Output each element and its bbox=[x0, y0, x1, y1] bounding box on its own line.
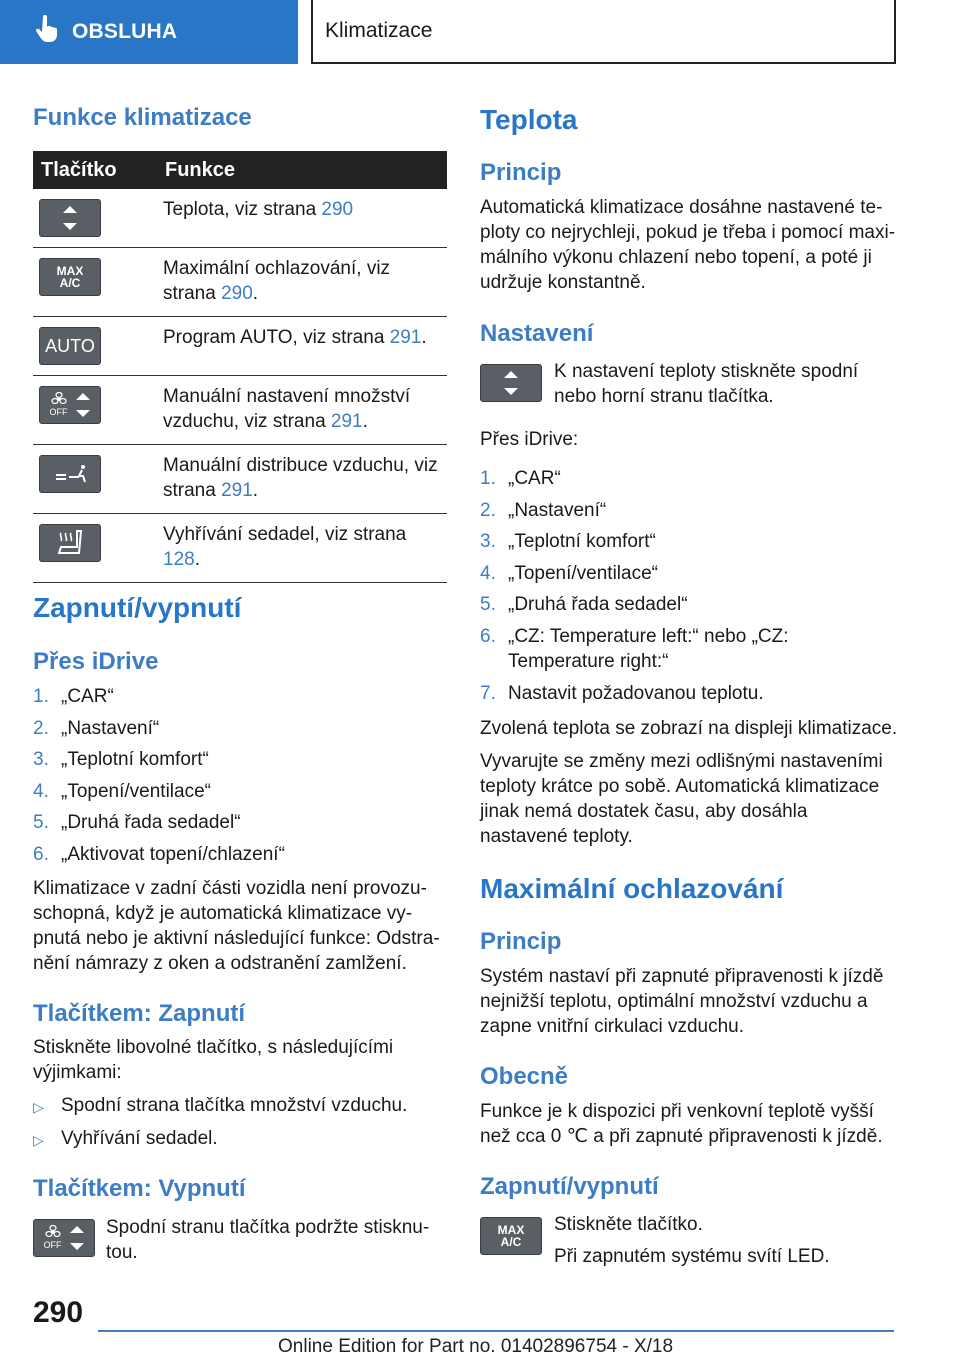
button-on-heading: Tlačítkem: Zapnutí bbox=[33, 1000, 246, 1027]
edition-text: Online Edition for Part no. 01402896754 - X/18 bbox=[278, 1336, 674, 1357]
list-item: 5. „Druhá řada sedadel“ bbox=[33, 812, 241, 834]
nastaveni-text: K nastavení teploty stiskněte spodní nebo horní stranu tlačítka. bbox=[554, 361, 859, 407]
onoff2-heading: Zapnutí/vypnutí bbox=[480, 1173, 659, 1200]
page-ref-link[interactable]: 290 bbox=[321, 199, 354, 220]
table-cell-function: Manuální distribuce vzduchu, viz strana 291. bbox=[157, 445, 447, 514]
idrive-note: Klimatizace v zadní části vozidla není provozuschopná, když je automatická klimatizace vypnutá nebo je aktivní následující funkce: Odstranění námrazy z oken a odstranění zamlžení. bbox=[33, 878, 440, 974]
idrive-heading: Přes iDrive bbox=[33, 648, 159, 675]
table-row bbox=[33, 248, 447, 317]
table-row bbox=[33, 189, 447, 248]
table-header-function: Funkce bbox=[157, 151, 447, 189]
pres-idrive-label: Přes iDrive: bbox=[480, 429, 579, 450]
onoff-heading: Zapnutí/vypnutí bbox=[33, 592, 242, 623]
footer-divider bbox=[98, 1330, 894, 1332]
list-item: 7. Nastavit požadovanou teplotu. bbox=[480, 682, 764, 704]
princip-heading: Princip bbox=[480, 159, 562, 186]
list-item: 4. „Topení/ventilace“ bbox=[33, 780, 211, 802]
fan-off-button-icon: OFF bbox=[39, 386, 101, 424]
list-item: 3. „Teplotní komfort“ bbox=[33, 749, 209, 771]
display-text: Zvolená teplota se zobrazí na displeji klimatizace. bbox=[480, 718, 898, 739]
chapter-header bbox=[311, 0, 896, 64]
princip2-text: Systém nastaví při zapnuté připravenosti k jízdě nejnižší teplotu, optimální množství vzduchu a zapne vnitřní cirkulaci vzduchu. bbox=[480, 966, 884, 1037]
temp-arrows-button-icon bbox=[480, 364, 542, 402]
page-ref-link[interactable]: 291 bbox=[330, 411, 363, 432]
table-row bbox=[33, 514, 447, 583]
list-item: 2. „Nastavení“ bbox=[33, 717, 160, 739]
table-header-row bbox=[33, 151, 447, 189]
list-item: ▷ Spodní strana tlačítka množství vzduchu. bbox=[33, 1093, 447, 1120]
max-ac-button-icon: MAX A/C bbox=[480, 1217, 542, 1255]
section-tab[interactable] bbox=[0, 0, 298, 64]
button-on-text: Stiskněte libovolné tlačítko, s následujícími výjimkami: bbox=[33, 1037, 394, 1083]
page-ref-link[interactable]: 128 bbox=[163, 549, 195, 570]
table-cell-function: Manuální nastavení množství vzduchu, viz strana 291. bbox=[157, 376, 447, 445]
onoff2-text1: Stiskněte tlačítko. bbox=[554, 1214, 703, 1235]
warning-text: Vyvarujte se změny mezi odlišnými nastaveními teploty krátce po sobě. Automatická klimatizace jinak nemá dostatek času, aby dosáhla nastavené teploty. bbox=[480, 751, 883, 847]
list-item: 5. „Druhá řada sedadel“ bbox=[480, 594, 688, 616]
nastaveni-heading: Nastavení bbox=[480, 320, 594, 347]
page-number: 290 bbox=[33, 1296, 84, 1329]
princip-text: Automatická klimatizace dosáhne nastavené teploty co nejrychleji, pokud je třeba i pomocí maximálního výkonu chlazení nebo topení, a poté ji udržuje konstantně. bbox=[480, 197, 896, 293]
table-row bbox=[33, 317, 447, 376]
seat-heating-button-icon bbox=[39, 524, 101, 562]
list-item: 2. „Nastavení“ bbox=[480, 499, 607, 521]
exceptions-list bbox=[33, 1093, 447, 1159]
temp-arrows-button-icon bbox=[39, 199, 101, 237]
hand-pointer-icon bbox=[36, 15, 58, 49]
obecne-heading: Obecně bbox=[480, 1063, 569, 1090]
table-cell-function: Program AUTO, viz strana 291. bbox=[157, 317, 447, 376]
table-row bbox=[33, 445, 447, 514]
list-item: 1. „CAR“ bbox=[480, 468, 561, 489]
onoff2-text2: Při zapnutém systému svítí LED. bbox=[554, 1246, 830, 1267]
button-off-heading: Tlačítkem: Vypnutí bbox=[33, 1175, 246, 1202]
list-item: 6. „Aktivovat topení/chlazení“ bbox=[33, 843, 285, 865]
table-header-button: Tlačítko bbox=[33, 151, 157, 189]
function-table bbox=[33, 151, 447, 583]
temperature-steps-list bbox=[480, 466, 898, 712]
section-title: OBSLUHA bbox=[72, 20, 178, 43]
button-off-text: Spodní stranu tlačítka podržte stisknutou. bbox=[106, 1217, 430, 1263]
obecne-text: Funkce je k dispozici při venkovní teplotě vyšší než cca 0 ℃ a při zapnuté připravenosti k jízdě. bbox=[480, 1101, 883, 1147]
triangle-bullet-icon: ▷ bbox=[33, 1132, 44, 1148]
auto-button-icon: AUTO bbox=[39, 327, 101, 365]
table-cell-function: Maximální ochlazování, viz strana 290. bbox=[157, 248, 447, 317]
triangle-bullet-icon: ▷ bbox=[33, 1099, 44, 1115]
max-cooling-heading: Maximální ochlazování bbox=[480, 873, 784, 904]
max-ac-button-icon: MAX A/C bbox=[39, 258, 101, 296]
table-cell-function: Vyhřívání sedadel, viz strana 128. bbox=[157, 514, 447, 583]
air-distribution-button-icon bbox=[39, 455, 101, 493]
list-item: 3. „Teplotní komfort“ bbox=[480, 531, 656, 553]
page-ref-link[interactable]: 290 bbox=[221, 283, 253, 304]
list-item: 6. „CZ: Temperature left:“ nebo „CZ: Temperature right:“ bbox=[480, 625, 789, 672]
table-row bbox=[33, 376, 447, 445]
fan-off-button-icon: OFF bbox=[33, 1219, 95, 1257]
list-item: ▷ Vyhřívání sedadel. bbox=[33, 1126, 447, 1153]
chapter-title: Klimatizace bbox=[325, 19, 433, 42]
princip2-heading: Princip bbox=[480, 928, 562, 955]
teplota-heading: Teplota bbox=[480, 104, 578, 135]
page-ref-link[interactable]: 291 bbox=[221, 480, 253, 501]
idrive-steps-list bbox=[33, 684, 447, 874]
list-item: 1. „CAR“ bbox=[33, 686, 114, 707]
table-cell-function: Teplota, viz strana 290 bbox=[157, 189, 447, 248]
funkce-heading: Funkce klimatizace bbox=[33, 104, 252, 131]
page-ref-link[interactable]: 291 bbox=[389, 327, 422, 348]
list-item: 4. „Topení/ventilace“ bbox=[480, 562, 658, 584]
